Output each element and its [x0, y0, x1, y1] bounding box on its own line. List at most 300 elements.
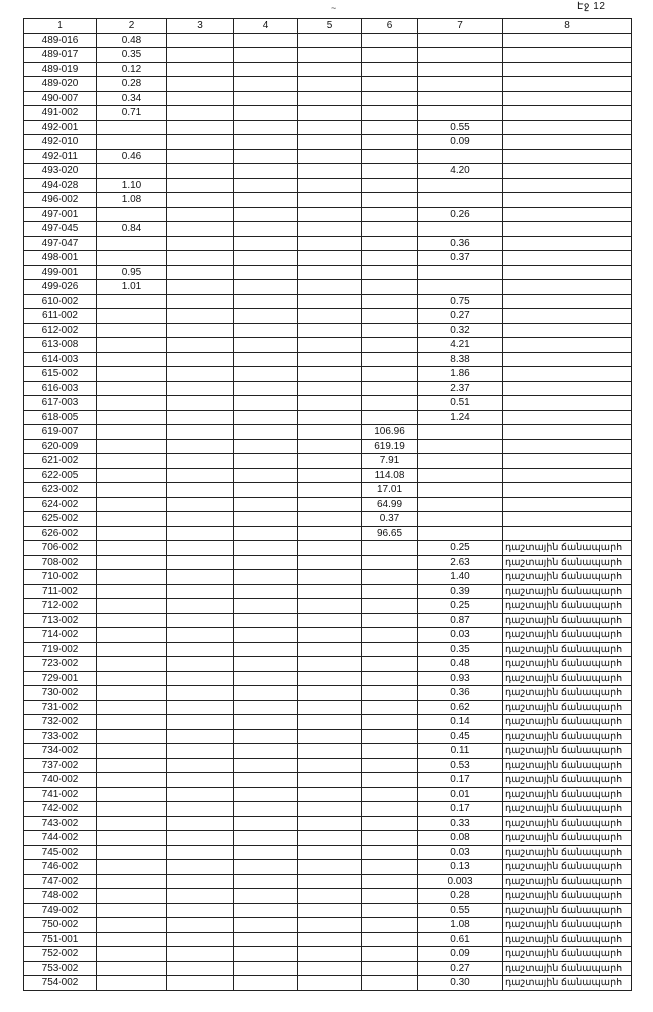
table-cell-col-4 [234, 265, 298, 280]
table-cell-col-2 [97, 918, 167, 933]
table-cell-col-7 [418, 425, 503, 440]
table-cell-col-6 [362, 816, 418, 831]
table-row [24, 352, 632, 367]
table-cell-col-8 [503, 77, 632, 92]
table-cell-col-5 [298, 323, 362, 338]
table-cell-col-8: դաշտային ճանապարհ [503, 903, 632, 918]
table-cell-col-6 [362, 860, 418, 875]
table-cell-col-4 [234, 468, 298, 483]
table-cell-col-7: 0.03 [418, 628, 503, 643]
table-cell-col-5 [298, 715, 362, 730]
parcel-code-cell: 754-002 [24, 976, 97, 991]
col-header-3: 3 [167, 19, 234, 34]
table-cell-col-3 [167, 352, 234, 367]
table-cell-col-7: 2.37 [418, 381, 503, 396]
table-cell-col-4 [234, 193, 298, 208]
table-cell-col-7: 0.93 [418, 671, 503, 686]
parcel-code-cell: 614-003 [24, 352, 97, 367]
table-cell-col-4 [234, 381, 298, 396]
table-cell-col-7: 0.62 [418, 700, 503, 715]
table-cell-col-3 [167, 222, 234, 237]
table-cell-col-3 [167, 454, 234, 469]
table-cell-col-4 [234, 483, 298, 498]
table-cell-col-3 [167, 628, 234, 643]
table-cell-col-5 [298, 961, 362, 976]
table-cell-col-5 [298, 628, 362, 643]
table-cell-col-2 [97, 671, 167, 686]
table-cell-col-3 [167, 512, 234, 527]
col-header-2: 2 [97, 19, 167, 34]
table-cell-col-4 [234, 816, 298, 831]
table-cell-col-8 [503, 338, 632, 353]
table-cell-col-5 [298, 396, 362, 411]
table-cell-col-4 [234, 657, 298, 672]
table-cell-col-7: 0.39 [418, 584, 503, 599]
parcel-code-cell: 616-003 [24, 381, 97, 396]
table-cell-col-8 [503, 454, 632, 469]
table-cell-col-4 [234, 628, 298, 643]
table-row [24, 744, 632, 759]
table-cell-col-7 [418, 149, 503, 164]
parcel-code-cell: 621-002 [24, 454, 97, 469]
table-cell-col-6 [362, 802, 418, 817]
table-cell-col-5 [298, 773, 362, 788]
table-cell-col-6 [362, 280, 418, 295]
table-cell-col-2 [97, 715, 167, 730]
col-header-1: 1 [24, 19, 97, 34]
table-cell-col-5 [298, 193, 362, 208]
parcel-code-cell: 733-002 [24, 729, 97, 744]
table-cell-col-8 [503, 367, 632, 382]
parcel-code-cell: 710-002 [24, 570, 97, 585]
table-cell-col-4 [234, 700, 298, 715]
table-cell-col-6 [362, 251, 418, 266]
table-cell-col-4 [234, 555, 298, 570]
table-cell-col-3 [167, 671, 234, 686]
table-row [24, 120, 632, 135]
table-cell-col-8: դաշտային ճանապարհ [503, 744, 632, 759]
table-cell-col-7: 0.17 [418, 773, 503, 788]
table-cell-col-7: 0.17 [418, 802, 503, 817]
table-cell-col-2 [97, 976, 167, 991]
table-cell-col-4 [234, 570, 298, 585]
table-cell-col-2 [97, 120, 167, 135]
table-cell-col-8: դաշտային ճանապարհ [503, 976, 632, 991]
parcel-code-cell: 737-002 [24, 758, 97, 773]
table-cell-col-8 [503, 106, 632, 121]
table-row [24, 961, 632, 976]
table-cell-col-7: 0.03 [418, 845, 503, 860]
table-cell-col-6 [362, 599, 418, 614]
table-cell-col-2 [97, 236, 167, 251]
table-cell-col-3 [167, 439, 234, 454]
table-cell-col-6 [362, 236, 418, 251]
table-cell-col-6: 106.96 [362, 425, 418, 440]
parcel-code-cell: 499-026 [24, 280, 97, 295]
table-cell-col-3 [167, 483, 234, 498]
table-cell-col-5 [298, 512, 362, 527]
table-cell-col-8 [503, 323, 632, 338]
table-cell-col-3 [167, 338, 234, 353]
table-cell-col-7: 0.25 [418, 541, 503, 556]
table-cell-col-6 [362, 918, 418, 933]
table-cell-col-2: 0.35 [97, 48, 167, 63]
table-cell-col-8 [503, 48, 632, 63]
table-cell-col-8 [503, 526, 632, 541]
table-cell-col-6 [362, 381, 418, 396]
table-cell-col-8: դաշտային ճանապարհ [503, 787, 632, 802]
table-cell-col-6 [362, 541, 418, 556]
table-cell-col-2 [97, 744, 167, 759]
parcel-code-cell: 491-002 [24, 106, 97, 121]
table-cell-col-7 [418, 62, 503, 77]
table-cell-col-7: 1.08 [418, 918, 503, 933]
table-cell-col-7: 1.24 [418, 410, 503, 425]
table-cell-col-2 [97, 251, 167, 266]
table-cell-col-8: դաշտային ճանապարհ [503, 657, 632, 672]
table-cell-col-6 [362, 889, 418, 904]
table-cell-col-4 [234, 874, 298, 889]
table-row [24, 758, 632, 773]
table-cell-col-2 [97, 323, 167, 338]
table-row [24, 787, 632, 802]
table-cell-col-2 [97, 642, 167, 657]
table-cell-col-2 [97, 410, 167, 425]
table-cell-col-2 [97, 497, 167, 512]
table-cell-col-3 [167, 77, 234, 92]
table-row [24, 628, 632, 643]
table-cell-col-7: 1.86 [418, 367, 503, 382]
table-cell-col-4 [234, 222, 298, 237]
table-row [24, 715, 632, 730]
header-row [24, 19, 632, 34]
table-cell-col-8: դաշտային ճանապարհ [503, 802, 632, 817]
table-cell-col-7 [418, 48, 503, 63]
table-cell-col-2 [97, 657, 167, 672]
table-cell-col-2 [97, 309, 167, 324]
table-cell-col-3 [167, 164, 234, 179]
table-cell-col-7: 4.21 [418, 338, 503, 353]
table-row [24, 309, 632, 324]
table-cell-col-7: 0.28 [418, 889, 503, 904]
table-cell-col-4 [234, 251, 298, 266]
parcel-code-cell: 708-002 [24, 555, 97, 570]
table-cell-col-3 [167, 758, 234, 773]
table-row [24, 729, 632, 744]
parcel-code-cell: 610-002 [24, 294, 97, 309]
col-header-5: 5 [298, 19, 362, 34]
table-cell-col-7 [418, 468, 503, 483]
parcel-code-cell: 617-003 [24, 396, 97, 411]
table-cell-col-3 [167, 686, 234, 701]
table-cell-col-3 [167, 903, 234, 918]
table-cell-col-8 [503, 425, 632, 440]
table-cell-col-5 [298, 468, 362, 483]
table-cell-col-7: 4.20 [418, 164, 503, 179]
table-cell-col-4 [234, 845, 298, 860]
table-cell-col-3 [167, 251, 234, 266]
table-cell-col-7 [418, 280, 503, 295]
table-cell-col-4 [234, 599, 298, 614]
table-row [24, 874, 632, 889]
table-cell-col-5 [298, 149, 362, 164]
table-cell-col-6 [362, 744, 418, 759]
table-cell-col-2: 0.12 [97, 62, 167, 77]
top-mark: ~ [331, 3, 337, 13]
table-cell-col-4 [234, 367, 298, 382]
table-row [24, 845, 632, 860]
table-cell-col-8 [503, 309, 632, 324]
table-cell-col-2 [97, 903, 167, 918]
table-row [24, 91, 632, 106]
table-cell-col-6 [362, 773, 418, 788]
table-cell-col-2 [97, 425, 167, 440]
table-cell-col-4 [234, 178, 298, 193]
table-cell-col-3 [167, 613, 234, 628]
table-cell-col-6 [362, 787, 418, 802]
parcel-code-cell: 498-001 [24, 251, 97, 266]
table-row [24, 396, 632, 411]
table-row [24, 555, 632, 570]
parcel-code-cell: 741-002 [24, 787, 97, 802]
table-cell-col-5 [298, 135, 362, 150]
table-cell-col-6 [362, 193, 418, 208]
table-cell-col-6 [362, 932, 418, 947]
table-row [24, 657, 632, 672]
table-cell-col-3 [167, 715, 234, 730]
table-cell-col-2 [97, 599, 167, 614]
table-cell-col-7: 0.09 [418, 947, 503, 962]
table-row [24, 947, 632, 962]
table-cell-col-3 [167, 889, 234, 904]
table-cell-col-3 [167, 845, 234, 860]
table-cell-col-7 [418, 77, 503, 92]
parcel-code-cell: 734-002 [24, 744, 97, 759]
table-cell-col-6 [362, 584, 418, 599]
table-row [24, 773, 632, 788]
table-cell-col-2 [97, 570, 167, 585]
table-row [24, 903, 632, 918]
table-cell-col-3 [167, 48, 234, 63]
table-cell-col-6 [362, 396, 418, 411]
table-cell-col-5 [298, 845, 362, 860]
parcel-code-cell: 615-002 [24, 367, 97, 382]
table-cell-col-2 [97, 164, 167, 179]
table-cell-col-5 [298, 541, 362, 556]
parcel-code-cell: 713-002 [24, 613, 97, 628]
table-cell-col-7: 0.36 [418, 686, 503, 701]
table-cell-col-3 [167, 149, 234, 164]
table-cell-col-3 [167, 135, 234, 150]
table-row [24, 338, 632, 353]
table-row [24, 280, 632, 295]
table-cell-col-6: 0.37 [362, 512, 418, 527]
table-cell-col-6 [362, 352, 418, 367]
table-cell-col-8 [503, 512, 632, 527]
table-cell-col-7 [418, 439, 503, 454]
table-cell-col-3 [167, 541, 234, 556]
table-cell-col-8 [503, 497, 632, 512]
table-cell-col-4 [234, 309, 298, 324]
table-cell-col-5 [298, 338, 362, 353]
table-cell-col-7 [418, 454, 503, 469]
table-cell-col-7 [418, 106, 503, 121]
parcel-code-cell: 753-002 [24, 961, 97, 976]
table-cell-col-6 [362, 758, 418, 773]
parcel-code-cell: 729-001 [24, 671, 97, 686]
table-cell-col-4 [234, 91, 298, 106]
table-cell-col-2: 1.10 [97, 178, 167, 193]
parcel-code-cell: 492-011 [24, 149, 97, 164]
table-cell-col-4 [234, 33, 298, 48]
table-row [24, 976, 632, 991]
table-cell-col-3 [167, 468, 234, 483]
parcel-code-cell: 493-020 [24, 164, 97, 179]
table-row [24, 599, 632, 614]
table-cell-col-8 [503, 381, 632, 396]
table-cell-col-6 [362, 845, 418, 860]
table-row [24, 222, 632, 237]
table-cell-col-3 [167, 236, 234, 251]
table-cell-col-6 [362, 947, 418, 962]
table-cell-col-6 [362, 62, 418, 77]
table-cell-col-2: 0.28 [97, 77, 167, 92]
parcel-code-cell: 489-019 [24, 62, 97, 77]
table-cell-col-5 [298, 294, 362, 309]
table-row [24, 831, 632, 846]
table-cell-col-2 [97, 338, 167, 353]
table-cell-col-7: 0.27 [418, 961, 503, 976]
table-cell-col-5 [298, 381, 362, 396]
table-cell-col-8 [503, 91, 632, 106]
table-cell-col-6 [362, 831, 418, 846]
table-cell-col-5 [298, 280, 362, 295]
table-cell-col-5 [298, 903, 362, 918]
table-row [24, 570, 632, 585]
table-cell-col-5 [298, 787, 362, 802]
table-cell-col-2 [97, 294, 167, 309]
table-cell-col-8 [503, 294, 632, 309]
table-cell-col-4 [234, 280, 298, 295]
table-cell-col-4 [234, 947, 298, 962]
table-row [24, 526, 632, 541]
table-cell-col-3 [167, 555, 234, 570]
table-cell-col-4 [234, 773, 298, 788]
parcel-code-cell: 751-001 [24, 932, 97, 947]
parcel-code-cell: 731-002 [24, 700, 97, 715]
table-cell-col-2 [97, 802, 167, 817]
table-cell-col-5 [298, 599, 362, 614]
table-cell-col-8: դաշտային ճանապարհ [503, 932, 632, 947]
table-cell-col-4 [234, 338, 298, 353]
table-cell-col-8 [503, 33, 632, 48]
parcel-code-cell: 752-002 [24, 947, 97, 962]
parcel-code-cell: 740-002 [24, 773, 97, 788]
table-row [24, 918, 632, 933]
table-cell-col-6 [362, 410, 418, 425]
table-row [24, 439, 632, 454]
table-cell-col-2 [97, 787, 167, 802]
table-cell-col-4 [234, 425, 298, 440]
parcel-code-cell: 723-002 [24, 657, 97, 672]
table-row [24, 468, 632, 483]
parcel-code-cell: 489-017 [24, 48, 97, 63]
parcel-code-cell: 623-002 [24, 483, 97, 498]
col-header-8: 8 [503, 19, 632, 34]
table-cell-col-7 [418, 222, 503, 237]
table-cell-col-4 [234, 396, 298, 411]
table-cell-col-6: 17.01 [362, 483, 418, 498]
table-cell-col-4 [234, 976, 298, 991]
table-cell-col-2 [97, 773, 167, 788]
table-cell-col-6 [362, 135, 418, 150]
table-cell-col-6 [362, 961, 418, 976]
parcel-code-cell: 626-002 [24, 526, 97, 541]
table-cell-col-7 [418, 193, 503, 208]
table-cell-col-6 [362, 903, 418, 918]
table-cell-col-8: դաշտային ճանապարհ [503, 642, 632, 657]
table-cell-col-6 [362, 555, 418, 570]
table-cell-col-2 [97, 831, 167, 846]
table-cell-col-2 [97, 860, 167, 875]
table-row [24, 686, 632, 701]
table-cell-col-5 [298, 62, 362, 77]
table-cell-col-5 [298, 91, 362, 106]
table-cell-col-2 [97, 874, 167, 889]
table-cell-col-4 [234, 352, 298, 367]
table-cell-col-8 [503, 120, 632, 135]
table-row [24, 265, 632, 280]
table-cell-col-6 [362, 338, 418, 353]
table-row [24, 236, 632, 251]
table-cell-col-7: 0.33 [418, 816, 503, 831]
table-cell-col-2 [97, 961, 167, 976]
table-cell-col-4 [234, 439, 298, 454]
table-cell-col-7: 8.38 [418, 352, 503, 367]
table-cell-col-6 [362, 700, 418, 715]
table-cell-col-7: 0.09 [418, 135, 503, 150]
parcel-code-cell: 496-002 [24, 193, 97, 208]
table-cell-col-2 [97, 729, 167, 744]
table-cell-col-2 [97, 352, 167, 367]
table-cell-col-4 [234, 526, 298, 541]
table-cell-col-3 [167, 816, 234, 831]
table-cell-col-8: դաշտային ճանապարհ [503, 613, 632, 628]
table-cell-col-3 [167, 700, 234, 715]
table-cell-col-3 [167, 323, 234, 338]
table-cell-col-3 [167, 584, 234, 599]
table-cell-col-8: դաշտային ճանապարհ [503, 686, 632, 701]
table-cell-col-3 [167, 367, 234, 382]
table-cell-col-8: դաշտային ճանապարհ [503, 599, 632, 614]
table-row [24, 207, 632, 222]
table-cell-col-4 [234, 918, 298, 933]
table-cell-col-6: 64.99 [362, 497, 418, 512]
table-cell-col-8: դաշտային ճանապարհ [503, 570, 632, 585]
table-cell-col-4 [234, 207, 298, 222]
table-cell-col-3 [167, 976, 234, 991]
table-cell-col-4 [234, 512, 298, 527]
table-cell-col-3 [167, 570, 234, 585]
table-cell-col-2 [97, 439, 167, 454]
table-cell-col-3 [167, 193, 234, 208]
table-cell-col-6 [362, 48, 418, 63]
table-row [24, 164, 632, 179]
table-body [24, 33, 632, 990]
table-cell-col-2 [97, 454, 167, 469]
table-cell-col-7: 0.01 [418, 787, 503, 802]
table-cell-col-3 [167, 91, 234, 106]
